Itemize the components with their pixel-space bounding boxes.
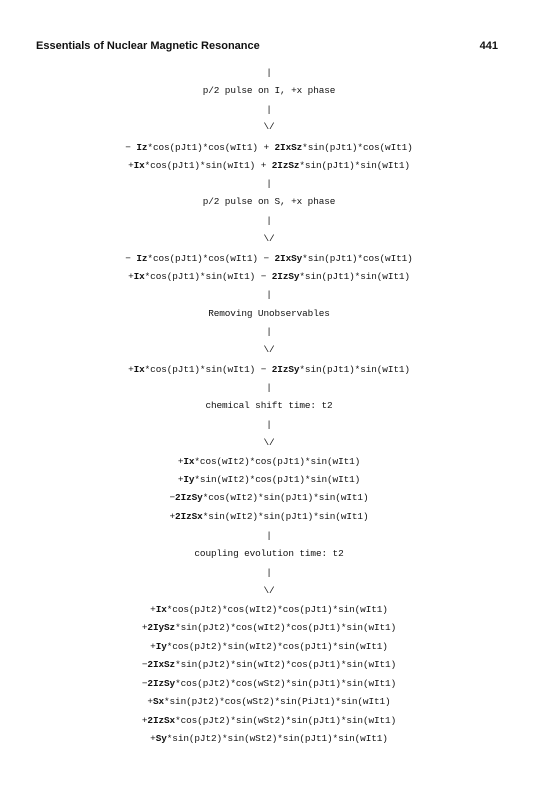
expression-text: − (125, 142, 137, 153)
page-number: 441 (479, 40, 498, 52)
operator-term-line (0, 659, 538, 671)
expression-text: *sin(pJt1)*sin(wIt1) (299, 271, 410, 282)
expression-text: + (169, 511, 176, 522)
expression-text: + (128, 364, 134, 375)
expression-text: | (266, 104, 272, 115)
operator-symbol: 2IzSy (271, 364, 300, 375)
expression-text: + (150, 641, 156, 652)
expression-text: coupling evolution time: t2 (194, 548, 344, 559)
expression-text: Removing Unobservables (208, 308, 330, 319)
operator-term-line (0, 678, 538, 690)
flow-arrow (0, 121, 538, 133)
operator-symbol: 2IzSy (271, 271, 300, 282)
expression-text: *cos(pJt2)*cos(wSt2)*sin(pJt1)*sin(wIt1) (175, 678, 397, 689)
flow-connector (0, 326, 538, 338)
operator-symbol: 2IzSy (147, 678, 176, 689)
flow-connector (0, 419, 538, 431)
expression-text: *sin(pJt1)*cos(wIt1) (302, 253, 413, 264)
operator-symbol: Iy (183, 474, 195, 485)
expression-text: p/2 pulse on S, +x phase (202, 196, 336, 207)
operator-symbol: 2IzSx (147, 715, 176, 726)
expression-text: *cos(pJt2)*sin(wSt2)*sin(pJt1)*sin(wIt1) (175, 715, 397, 726)
operator-term-line (0, 474, 538, 486)
flow-connector (0, 178, 538, 190)
operator-term-line (0, 733, 538, 745)
flow-connector (0, 104, 538, 116)
expression-text: *cos(pJt1)*sin(wIt1) − (144, 364, 272, 375)
expression-text: *cos(pJt2)*sin(wIt2)*cos(pJt1)*sin(wIt1) (166, 641, 388, 652)
expression-text: \/ (263, 233, 275, 244)
expression-text: *cos(wIt2)*sin(pJt1)*sin(wIt1) (202, 492, 369, 503)
expression-text: *sin(pJt2)*cos(wSt2)*sin(PiJt1)*sin(wIt1) (164, 696, 391, 707)
expression-text: | (266, 419, 272, 430)
expression-text: | (266, 382, 272, 393)
expression-text: − (169, 492, 176, 503)
operator-symbol: 2IzSx (175, 511, 203, 522)
flow-connector (0, 567, 538, 579)
operator-term-line (0, 492, 538, 504)
expression-text: *cos(pJt1)*cos(wIt1) + (147, 142, 275, 153)
operator-symbol: 2IxSz (274, 142, 303, 153)
expression-text: + (150, 733, 156, 744)
operator-symbol: Ix (133, 364, 145, 375)
expression-text: \/ (263, 437, 275, 448)
operator-term-line (0, 160, 538, 172)
operator-term-line (0, 622, 538, 634)
operator-symbol: Ix (183, 456, 195, 467)
expression-text: *cos(pJt1)*sin(wIt1) + (144, 160, 272, 171)
expression-text: chemical shift time: t2 (205, 400, 333, 411)
expression-text: *cos(pJt1)*sin(wIt1) − (144, 271, 272, 282)
operator-term-line (0, 253, 538, 265)
flow-step-label (0, 400, 538, 412)
expression-text: + (128, 160, 134, 171)
expression-text: | (266, 215, 272, 226)
operator-symbol: 2IySz (147, 622, 176, 633)
operator-symbol: 2IxSy (274, 253, 303, 264)
expression-text: − (141, 678, 148, 689)
operator-symbol: Ix (133, 160, 145, 171)
expression-text: *sin(pJt2)*sin(wSt2)*sin(pJt1)*sin(wIt1) (166, 733, 388, 744)
flow-connector (0, 67, 538, 79)
operator-symbol: Sx (152, 696, 164, 707)
operator-symbol: Ix (155, 604, 167, 615)
expression-text: + (147, 696, 153, 707)
operator-symbol: 2IxSz (147, 659, 176, 670)
expression-text: + (141, 622, 148, 633)
operator-term-line (0, 511, 538, 523)
flow-arrow (0, 437, 538, 449)
expression-text: − (141, 659, 148, 670)
flow-connector (0, 215, 538, 227)
operator-term-line (0, 604, 538, 616)
expression-text: *cos(wIt2)*cos(pJt1)*sin(wIt1) (194, 456, 361, 467)
operator-symbol: Sy (155, 733, 167, 744)
expression-text: *cos(pJt1)*cos(wIt1) − (147, 253, 275, 264)
operator-term-line (0, 715, 538, 727)
operator-symbol: Iz (136, 142, 148, 153)
expression-text: + (128, 271, 134, 282)
flow-connector (0, 530, 538, 542)
expression-text: \/ (263, 585, 275, 596)
expression-text: + (177, 474, 184, 485)
flow-step-label (0, 196, 538, 208)
operator-term-line (0, 271, 538, 283)
expression-text: \/ (263, 121, 275, 132)
expression-text: | (266, 178, 272, 189)
operator-symbol: 2IzSz (271, 160, 300, 171)
expression-text: *sin(pJt1)*sin(wIt1) (299, 364, 410, 375)
expression-text: + (150, 604, 156, 615)
expression-text: *sin(pJt2)*sin(wIt2)*cos(pJt1)*sin(wIt1) (175, 659, 397, 670)
expression-text: − (125, 253, 137, 264)
flow-step-label (0, 548, 538, 560)
operator-symbol: Iz (136, 253, 148, 264)
expression-text: *sin(wIt2)*sin(pJt1)*sin(wIt1) (202, 511, 369, 522)
flow-step-label (0, 308, 538, 320)
operator-symbol: 2IzSy (175, 492, 203, 503)
operator-term-line (0, 456, 538, 468)
expression-text: \/ (263, 344, 275, 355)
operator-term-line (0, 696, 538, 708)
expression-text: | (266, 326, 272, 337)
expression-text: *sin(pJt1)*sin(wIt1) (299, 160, 410, 171)
expression-text: *sin(pJt1)*cos(wIt1) (302, 142, 413, 153)
flow-arrow (0, 233, 538, 245)
expression-text: | (266, 67, 272, 78)
operator-symbol: Iy (155, 641, 167, 652)
expression-text: p/2 pulse on I, +x phase (202, 85, 336, 96)
operator-symbol: Ix (133, 271, 145, 282)
expression-text: | (266, 289, 272, 300)
expression-text: + (177, 456, 184, 467)
running-title: Essentials of Nuclear Magnetic Resonance (36, 40, 260, 52)
operator-term-line (0, 364, 538, 376)
operator-term-line (0, 142, 538, 154)
expression-text: | (266, 530, 272, 541)
operator-term-line (0, 641, 538, 653)
expression-text: *sin(wIt2)*cos(pJt1)*sin(wIt1) (194, 474, 361, 485)
expression-text: *sin(pJt2)*cos(wIt2)*cos(pJt1)*sin(wIt1) (175, 622, 397, 633)
expression-text: | (266, 567, 272, 578)
expression-text: + (141, 715, 148, 726)
flow-connector (0, 289, 538, 301)
page-header (36, 40, 498, 56)
flow-connector (0, 382, 538, 394)
flow-step-label (0, 85, 538, 97)
expression-text: *cos(pJt2)*cos(wIt2)*cos(pJt1)*sin(wIt1) (166, 604, 388, 615)
flow-arrow (0, 344, 538, 356)
flow-arrow (0, 585, 538, 597)
